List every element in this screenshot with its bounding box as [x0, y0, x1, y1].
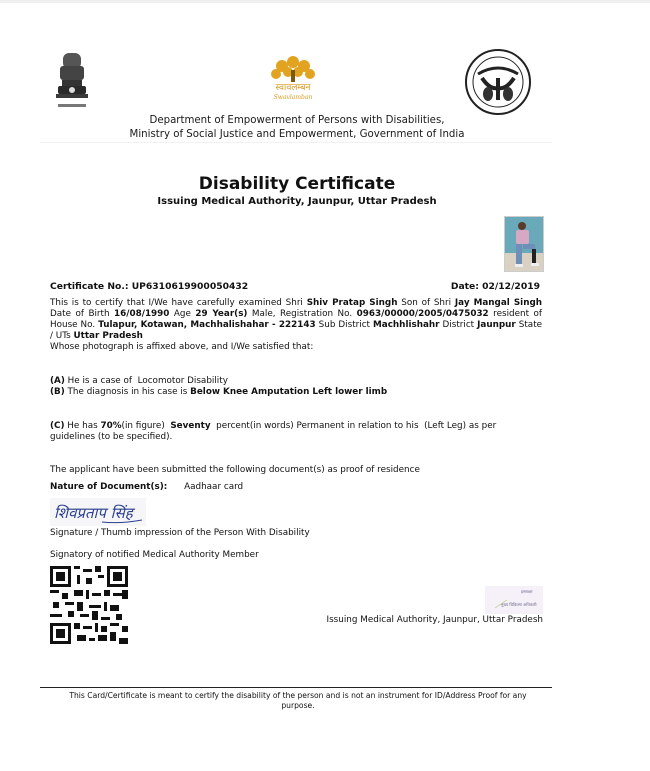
top-strip	[0, 0, 650, 3]
disability-percent-words: Seventy	[170, 421, 211, 431]
finding-c-guidelines: as per guidelines (to be specified).	[50, 421, 497, 442]
finding-a-text: He is a case of	[67, 376, 132, 386]
svg-text:हस्ताक्षर: हस्ताक्षर	[521, 589, 533, 594]
gender-registration-label: Male, Registration No.	[251, 309, 353, 319]
department-line-1: Department of Empowerment of Persons with Disabilities,	[149, 115, 445, 126]
documents-statement: The applicant have been submitted the following document(s) as proof of residence	[50, 465, 420, 475]
state-label: State / UTs	[50, 320, 543, 341]
applicant-signature	[50, 498, 146, 526]
diagnosis: Below Knee Amputation Left lower limb	[190, 387, 388, 397]
district-label: District	[442, 320, 475, 330]
disability-type: Locomotor Disability	[137, 376, 228, 386]
resident-label: resident of House No.	[50, 309, 542, 330]
certificate-number	[50, 281, 248, 292]
national-emblem-icon	[52, 50, 92, 112]
registration-number: 0963/00000/2005/0475032	[356, 309, 489, 319]
signature-caption: Signature / Thumb impression of the Person With Disability	[50, 528, 310, 538]
issuing-authority-caption: Issuing Medical Authority, Jaunpur, Uttar Pradesh	[326, 615, 543, 625]
sub-district-label: Sub District	[318, 320, 371, 330]
affected-body-part: (Left Leg)	[424, 421, 467, 431]
certificate-number-label: Certificate No.:	[50, 281, 129, 292]
finding-c	[50, 421, 542, 443]
nature-of-documents-value: Aadhaar card	[184, 482, 244, 492]
date-label: Date:	[450, 281, 479, 292]
certificate-number-value: UP6310619900050432	[131, 281, 249, 292]
date-value: 02/12/2019	[482, 281, 540, 292]
swavlamban-logo-icon	[262, 52, 324, 102]
district: Jaunpur	[477, 320, 516, 330]
qr-code	[50, 566, 128, 644]
finding-c-text: He has	[67, 421, 98, 431]
dob-label: Date of Birth	[50, 309, 110, 319]
finding-c-relation: percent(in words) Permanent in relation to his	[216, 421, 419, 431]
age-value: 29 Year(s)	[195, 309, 248, 319]
signatory-caption: Signatory of notified Medical Authority Member	[50, 550, 259, 560]
state: Uttar Pradesh	[73, 331, 143, 341]
son-of-label: Son of Shri	[401, 298, 452, 308]
certificate-subtitle: Issuing Medical Authority, Jaunpur, Uttar Pradesh	[157, 196, 437, 207]
applicant-name: Shiv Pratap Singh	[306, 298, 398, 308]
footer-divider	[40, 687, 552, 688]
in-figure-label: (in figure)	[121, 421, 165, 431]
finding-b	[50, 387, 387, 397]
svg-text:स्वावलम्बन: स्वावलम्बन	[275, 83, 311, 93]
disability-percent: 70%	[100, 421, 122, 431]
footer-disclaimer: This Card/Certificate is meant to certify the disability of the person and is not an instrument for ID/Address Proof for any purpose.	[69, 691, 527, 710]
sub-district: Machhlishahr	[373, 320, 440, 330]
svg-text:मुख्य चिकित्सा अधिकारी: मुख्य चिकित्सा अधिकारी	[501, 602, 537, 607]
svg-text:Swavlamban: Swavlamban	[273, 94, 313, 101]
department-line-2: Ministry of Social Justice and Empowerment, Government of India	[129, 129, 465, 140]
header-divider	[40, 142, 552, 143]
certificate-title: Disability Certificate	[198, 174, 396, 194]
applicant-photo	[504, 216, 544, 272]
age-label: Age	[173, 309, 191, 319]
finding-a	[50, 376, 228, 386]
authority-stamp	[485, 586, 543, 614]
photograph-statement: Whose photograph is affixed above, and I/We satisfied that:	[50, 342, 314, 352]
certification-paragraph	[50, 298, 542, 342]
finding-b-label: (B)	[50, 387, 65, 397]
finding-a-label: (A)	[50, 376, 65, 386]
nature-of-documents	[50, 482, 243, 492]
address: Tulapur, Kotawan, Machhalishahar - 222143	[98, 320, 316, 330]
certificate-date	[440, 281, 540, 292]
nature-of-documents-label: Nature of Document(s):	[50, 482, 168, 492]
svg-text:शिवप्रताप सिंह: शिवप्रताप सिंह	[54, 504, 133, 522]
finding-b-text: The diagnosis in his case is	[67, 387, 188, 397]
uttar-pradesh-seal-icon	[464, 48, 532, 116]
date-of-birth: 16/08/1990	[114, 309, 170, 319]
intro-text: This is to certify that I/We have carefully examined Shri	[50, 298, 303, 308]
finding-c-label: (C)	[50, 421, 65, 431]
father-name: Jay Mangal Singh	[454, 298, 543, 308]
